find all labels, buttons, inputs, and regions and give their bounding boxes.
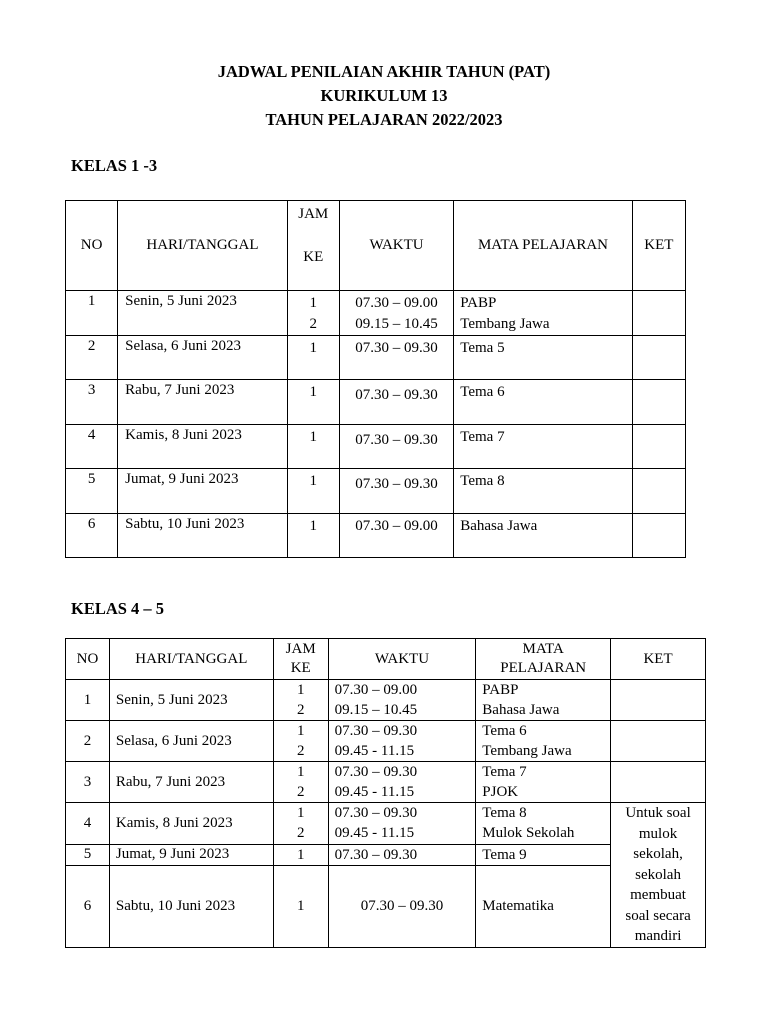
cell-waktu xyxy=(328,844,476,865)
cell-waktu xyxy=(339,514,453,558)
cell-mata-pelajaran xyxy=(454,291,633,336)
table-row xyxy=(66,291,686,336)
cell-hari-tanggal: Kamis, 8 Juni 2023 xyxy=(109,803,273,845)
cell-ket xyxy=(632,514,685,558)
cell-hari-tanggal: Jumat, 9 Juni 2023 xyxy=(109,844,273,865)
cell-jam-ke-line: 2 xyxy=(296,784,305,800)
cell-mata-pelajaran xyxy=(476,866,611,947)
cell-ket xyxy=(611,721,706,762)
cell-no: 3 xyxy=(66,762,110,803)
header-waktu: WAKTU xyxy=(339,201,453,291)
cell-ket xyxy=(632,291,685,336)
cell-jam-ke-line: 1 xyxy=(296,764,305,780)
cell-ket xyxy=(632,425,685,469)
cell-no: 1 xyxy=(66,680,110,721)
document-title-line-2: KURIKULUM 13 xyxy=(320,86,448,105)
cell-hari-tanggal: Selasa, 6 Juni 2023 xyxy=(118,336,288,380)
cell-mata-pelajaran-line: Tema 6 xyxy=(460,384,505,400)
section2-heading: KELAS 4 – 5 xyxy=(71,599,165,618)
document-title-line-3: TAHUN PELAJARAN 2022/2023 xyxy=(265,110,503,129)
header-mata-pelajaran xyxy=(476,639,611,680)
cell-hari-tanggal: Sabtu, 10 Juni 2023 xyxy=(109,866,273,947)
cell-mata-pelajaran xyxy=(476,803,611,845)
cell-jam-ke-line: 2 xyxy=(309,316,318,332)
cell-mata-pelajaran-line: Matematika xyxy=(482,898,554,915)
cell-jam-ke xyxy=(287,380,339,425)
cell-mata-pelajaran-line: PABP xyxy=(482,682,519,698)
cell-mata-pelajaran xyxy=(454,380,633,425)
schedule-table-kelas-4-5 xyxy=(65,638,706,948)
cell-jam-ke-line: 1 xyxy=(296,898,305,915)
table-header-row xyxy=(66,639,706,680)
cell-jam-ke xyxy=(287,469,339,514)
table-row xyxy=(66,866,706,947)
cell-mata-pelajaran xyxy=(476,721,611,762)
header-jam-line-1: JAM xyxy=(298,206,329,222)
cell-no: 4 xyxy=(66,425,118,469)
cell-mata-pelajaran xyxy=(454,514,633,558)
table-header-row xyxy=(66,201,686,291)
cell-jam-ke-line: 1 xyxy=(309,384,318,400)
cell-jam-ke xyxy=(287,291,339,336)
cell-waktu xyxy=(328,680,476,721)
table-row xyxy=(66,469,686,514)
header-ket: KET xyxy=(611,639,706,680)
cell-waktu xyxy=(328,721,476,762)
cell-ket-note-line: mulok xyxy=(638,825,678,842)
cell-no: 1 xyxy=(66,291,118,336)
cell-mata-pelajaran-line: Bahasa Jawa xyxy=(460,518,538,534)
cell-jam-ke xyxy=(287,425,339,469)
cell-ket-note xyxy=(611,803,706,948)
cell-mata-pelajaran xyxy=(454,425,633,469)
cell-waktu xyxy=(339,425,453,469)
cell-mata-pelajaran-line: Tembang Jawa xyxy=(460,316,550,332)
cell-hari-tanggal: Kamis, 8 Juni 2023 xyxy=(118,425,288,469)
cell-mata-pelajaran xyxy=(476,844,611,865)
header-mapel-line-2: PELAJARAN xyxy=(500,660,587,676)
cell-mata-pelajaran-line: PABP xyxy=(460,295,497,311)
table-row xyxy=(66,380,686,425)
cell-ket xyxy=(632,336,685,380)
cell-no: 3 xyxy=(66,380,118,425)
document-title-line-1: JADWAL PENILAIAN AKHIR TAHUN (PAT) xyxy=(217,62,551,81)
cell-mata-pelajaran-line: Tema 5 xyxy=(460,340,505,356)
cell-waktu-line: 07.30 – 09.30 xyxy=(355,432,438,448)
cell-mata-pelajaran-line: Mulok Sekolah xyxy=(482,825,575,842)
cell-mata-pelajaran-line: Tembang Jawa xyxy=(482,743,572,759)
table-row xyxy=(66,762,706,803)
header-jam-ke xyxy=(273,639,328,680)
header-jam-line-1: JAM xyxy=(285,641,316,657)
table-row xyxy=(66,514,686,558)
cell-ket-note-line: soal secara xyxy=(625,907,691,924)
cell-waktu-line: 07.30 – 09.30 xyxy=(355,476,438,492)
cell-jam-ke-line: 1 xyxy=(309,295,318,311)
cell-waktu-line: 07.30 – 09.30 xyxy=(334,805,418,822)
cell-hari-tanggal: Senin, 5 Juni 2023 xyxy=(109,680,273,721)
cell-jam-ke-line: 1 xyxy=(309,473,318,489)
cell-waktu-line: 07.30 – 09.30 xyxy=(334,764,418,780)
header-hari-tanggal: HARI/TANGGAL xyxy=(118,201,288,291)
cell-waktu xyxy=(339,469,453,514)
cell-mata-pelajaran-line: Tema 8 xyxy=(460,473,505,489)
cell-jam-ke-line: 2 xyxy=(296,743,305,759)
table-row xyxy=(66,425,686,469)
table-row xyxy=(66,803,706,845)
header-jam-line-2: KE xyxy=(290,660,311,676)
cell-mata-pelajaran xyxy=(454,336,633,380)
header-waktu: WAKTU xyxy=(328,639,476,680)
header-no: NO xyxy=(66,639,110,680)
cell-mata-pelajaran xyxy=(476,680,611,721)
cell-mata-pelajaran-line: Tema 7 xyxy=(460,429,505,445)
header-jam-ke xyxy=(287,201,339,291)
cell-jam-ke xyxy=(273,721,328,762)
cell-waktu-line: 09.45 - 11.15 xyxy=(334,825,415,842)
cell-jam-ke xyxy=(273,866,328,947)
schedule-table-kelas-1-3 xyxy=(65,200,686,558)
cell-ket xyxy=(611,762,706,803)
cell-waktu-line: 09.45 - 11.15 xyxy=(334,743,415,759)
cell-ket-note-line: membuat xyxy=(630,887,686,903)
cell-waktu-line: 07.30 – 09.00 xyxy=(355,295,438,311)
cell-waktu xyxy=(339,336,453,380)
cell-ket-note-line: mandiri xyxy=(634,928,682,944)
header-hari-tanggal: HARI/TANGGAL xyxy=(109,639,273,680)
cell-mata-pelajaran-line: Bahasa Jawa xyxy=(482,702,560,718)
cell-jam-ke-line: 1 xyxy=(309,429,318,445)
table-row xyxy=(66,844,706,865)
cell-jam-ke xyxy=(273,844,328,865)
cell-waktu-line: 09.15 – 10.45 xyxy=(334,702,418,718)
cell-waktu-line: 07.30 – 09.00 xyxy=(355,518,438,534)
cell-ket-note-line: sekolah xyxy=(635,866,681,883)
cell-hari-tanggal: Sabtu, 10 Juni 2023 xyxy=(118,514,288,558)
cell-ket-note-line: Untuk soal xyxy=(625,805,691,821)
cell-jam-ke-line: 1 xyxy=(309,340,318,356)
cell-waktu xyxy=(328,762,476,803)
cell-waktu xyxy=(328,803,476,845)
cell-ket xyxy=(632,469,685,514)
cell-hari-tanggal: Rabu, 7 Juni 2023 xyxy=(118,380,288,425)
cell-mata-pelajaran-line: Tema 6 xyxy=(482,723,527,739)
header-no: NO xyxy=(66,201,118,291)
cell-no: 2 xyxy=(66,336,118,380)
cell-hari-tanggal: Senin, 5 Juni 2023 xyxy=(118,291,288,336)
cell-hari-tanggal: Rabu, 7 Juni 2023 xyxy=(109,762,273,803)
cell-waktu xyxy=(339,380,453,425)
cell-waktu-line: 07.30 – 09.30 xyxy=(360,898,444,915)
cell-mata-pelajaran xyxy=(454,469,633,514)
cell-waktu-line: 09.15 – 10.45 xyxy=(355,316,438,332)
cell-jam-ke-line: 1 xyxy=(296,682,305,698)
cell-hari-tanggal: Selasa, 6 Juni 2023 xyxy=(109,721,273,762)
section1-heading: KELAS 1 -3 xyxy=(71,156,158,175)
cell-no: 5 xyxy=(66,469,118,514)
table-row xyxy=(66,336,686,380)
table-row xyxy=(66,680,706,721)
header-ket: KET xyxy=(632,201,685,291)
cell-no: 5 xyxy=(66,844,110,865)
cell-waktu-line: 07.30 – 09.30 xyxy=(355,387,438,403)
cell-jam-ke xyxy=(273,680,328,721)
cell-jam-ke-line: 1 xyxy=(296,805,305,822)
cell-waktu-line: 09.45 - 11.15 xyxy=(334,784,415,800)
cell-waktu-line: 07.30 – 09.00 xyxy=(334,682,418,698)
cell-mata-pelajaran-line: Tema 7 xyxy=(482,764,527,780)
cell-waktu-line: 07.30 – 09.30 xyxy=(334,846,418,863)
cell-jam-ke xyxy=(287,514,339,558)
cell-jam-ke-line: 2 xyxy=(296,825,305,842)
cell-mata-pelajaran-line: PJOK xyxy=(482,784,519,800)
header-mata-pelajaran: MATA PELAJARAN xyxy=(454,201,633,291)
cell-ket-note-line: sekolah, xyxy=(633,846,683,862)
cell-no: 4 xyxy=(66,803,110,845)
cell-mata-pelajaran-line: Tema 8 xyxy=(482,805,527,822)
cell-jam-ke xyxy=(287,336,339,380)
cell-hari-tanggal: Jumat, 9 Juni 2023 xyxy=(118,469,288,514)
cell-no: 2 xyxy=(66,721,110,762)
cell-waktu-line: 07.30 – 09.30 xyxy=(355,340,438,356)
cell-jam-ke xyxy=(273,762,328,803)
cell-waktu xyxy=(328,866,476,947)
cell-waktu xyxy=(339,291,453,336)
header-jam-line-2: KE xyxy=(303,249,324,265)
cell-jam-ke xyxy=(273,803,328,845)
header-mapel-line-1: MATA xyxy=(522,641,564,657)
cell-jam-ke-line: 1 xyxy=(309,518,318,534)
cell-jam-ke-line: 1 xyxy=(296,723,305,739)
cell-ket xyxy=(632,380,685,425)
cell-mata-pelajaran-line: Tema 9 xyxy=(482,846,527,863)
cell-ket xyxy=(611,680,706,721)
table-row xyxy=(66,721,706,762)
cell-mata-pelajaran xyxy=(476,762,611,803)
cell-jam-ke-line: 2 xyxy=(296,702,305,718)
cell-jam-ke-line: 1 xyxy=(296,846,305,863)
cell-no: 6 xyxy=(66,514,118,558)
cell-waktu-line: 07.30 – 09.30 xyxy=(334,723,418,739)
cell-no: 6 xyxy=(66,866,110,947)
